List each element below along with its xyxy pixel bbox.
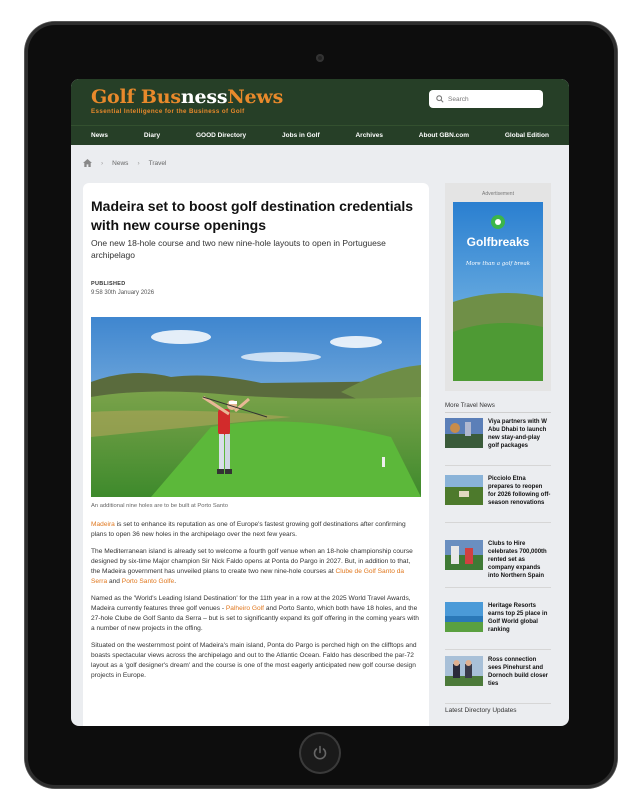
search-input[interactable] (448, 96, 538, 103)
search-icon (436, 95, 444, 103)
hero-image (91, 317, 421, 497)
image-caption: An additional nine holes are to be built at Porto Santo (91, 503, 228, 509)
ad-image[interactable] (453, 202, 543, 381)
chevron-right-icon: › (137, 159, 140, 167)
link-porto-santo[interactable]: Porto Santo Golfe (121, 578, 175, 585)
search-box[interactable] (429, 90, 543, 108)
news-headline[interactable]: Picciolo Etna prepares to reopen for 2026 following off-season renovations (488, 476, 551, 506)
ad-brand: Golfbreaks (466, 235, 530, 249)
link-madeira[interactable]: Madeira (91, 521, 115, 528)
site-tagline: Essential Intelligence for the Business of Golf (91, 108, 245, 115)
news-headline[interactable]: Heritage Resorts earns top 25 place in Golf World global ranking (488, 603, 548, 633)
logo-part3: News (227, 86, 284, 108)
news-headline[interactable]: Ross connection sees Pinehurst and Dornoch build closer ties (488, 657, 549, 687)
text: Named as the 'World's Leading Island Destination' for the 11th year in a row at the 2025 World Travel Awards, Madeira currently features three golf venues - (91, 595, 411, 612)
news-thumbnail[interactable] (445, 540, 483, 570)
nav-about[interactable]: About GBN.com (418, 132, 469, 139)
news-headline[interactable]: Clubs to Hire celebrates 700,000th rented set as company expands into Northern Spain (488, 541, 547, 579)
logo-part1: Golf Bus (91, 86, 181, 108)
news-thumbnail[interactable] (445, 475, 483, 505)
text: is set to enhance its reputation as one of Europe's fastest growing golf destinations after confirming plans to open 36 new holes in the archipelago over the next few years. (91, 521, 406, 538)
home-button[interactable] (299, 732, 341, 774)
logo-part2: ness (180, 86, 228, 108)
paragraph (91, 547, 421, 587)
news-thumbnail[interactable] (445, 656, 483, 686)
text: and Porto Santo, which both have 18 holes, and the 27-hole Clube de Golf Santo da Serra – but is set to significantly expand its golf offering in the coming years with a number of new projects in the offing. (91, 605, 419, 632)
camera-icon (316, 54, 324, 62)
site-logo[interactable] (91, 86, 283, 108)
paragraph (91, 520, 421, 540)
nav-jobs[interactable]: Jobs in Golf (282, 132, 320, 139)
news-headline[interactable]: Viya partners with W Abu Dhabi to launch new stay-and-play golf packages (488, 419, 547, 449)
news-thumbnail[interactable] (445, 418, 483, 448)
sidebar-news-item[interactable] (445, 602, 551, 650)
site-header (71, 79, 569, 145)
ad-label: Advertisement (482, 191, 514, 197)
nav-archives[interactable]: Archives (355, 132, 383, 139)
breadcrumb-travel[interactable]: Travel (148, 159, 167, 167)
article-subtitle: One new 18-hole course and two new nine-hole layouts to open in Portuguese archipelago (91, 238, 386, 260)
sidebar-news-item[interactable] (445, 656, 551, 704)
nav-good-directory[interactable]: GOOD Directory (195, 132, 247, 139)
home-icon[interactable] (83, 159, 92, 167)
link-palheiro[interactable]: Palheiro Golf (225, 605, 264, 612)
link-santo-da-serra[interactable]: Clube de Golf Santo da Serra (91, 568, 405, 585)
paragraph (91, 594, 421, 634)
power-icon (312, 745, 328, 761)
sidebar-news-item[interactable] (445, 540, 551, 588)
paragraph (91, 641, 421, 681)
divider (445, 522, 551, 523)
divider (445, 465, 551, 466)
divider (445, 649, 551, 650)
advertisement[interactable] (445, 183, 551, 391)
tablet-frame (25, 22, 617, 788)
news-thumbnail[interactable] (445, 602, 483, 632)
more-news-title: More Travel News (445, 402, 551, 413)
nav-diary[interactable]: Diary (143, 132, 161, 139)
text: . (174, 578, 177, 585)
text: The Mediterranean island is already set to welcome a fourth golf venue when an 18-hole championship course designed by six-time Major champion Sir Nick Faldo opens at Ponta do Pargo in 2027. But, in addition to that, the Madeira government has unveiled plans to create two new nine-hole courses at (91, 548, 413, 575)
published-label: PUBLISHED (91, 281, 126, 287)
nav-news[interactable]: News (91, 132, 108, 139)
breadcrumb-news[interactable]: News (112, 159, 129, 167)
divider (445, 703, 551, 704)
ad-slogan: More than a golf break (465, 261, 531, 267)
article-body (91, 520, 421, 688)
latest-directory-title: Latest Directory Updates (445, 707, 517, 714)
text: and (107, 578, 122, 585)
chevron-right-icon: › (101, 159, 104, 167)
article-card (83, 183, 429, 726)
sidebar-news-item[interactable] (445, 418, 551, 466)
screen (71, 79, 569, 726)
sidebar-news-item[interactable] (445, 475, 551, 523)
breadcrumb (83, 159, 166, 167)
published-date: 9:58 30th January 2026 (91, 290, 155, 296)
divider (445, 587, 551, 588)
main-nav (71, 125, 569, 145)
article-title: Madeira set to boost golf destination credentials with new course openings (91, 198, 414, 233)
text: Situated on the westernmost point of Madeira's main island, Ponta do Pargo is perched high on the clifftops and boasts spectacular views across the archipelago and out to the Atlantic Ocean. Faldo has described the par-72 layout as a 'golf designer's dream' and the course is one of the most eagerly anticipated new golf course design projects in Europe. (91, 642, 417, 679)
nav-global-edition[interactable]: Global Edition (504, 132, 549, 139)
